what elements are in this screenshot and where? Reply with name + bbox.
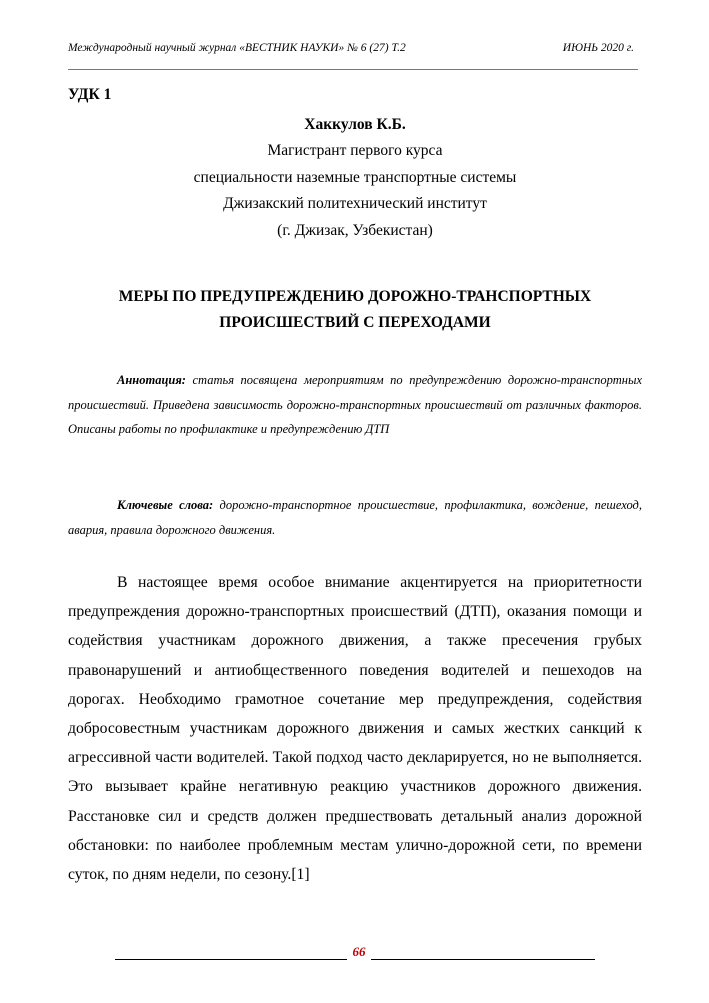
page-footer bbox=[115, 944, 595, 964]
header-divider bbox=[68, 69, 638, 70]
journal-title: Международный научный журнал «ВЕСТНИК НАУКИ» № 6 (27) Т.2 bbox=[68, 42, 406, 54]
article-title-line-1: МЕРЫ ПО ПРЕДУПРЕЖДЕНИЮ ДОРОЖНО-ТРАНСПОРТНЫХ bbox=[118, 288, 592, 305]
abstract-text: статья посвящена мероприятиям по предупреждению дорожно-транспортных происшествий. Приведена зависимость дорожно-транспортных происшествий от различных факторов. Описаны работы по профилактике и предупреждению ДТП bbox=[68, 373, 642, 437]
author-name: Хаккулов К.Б. bbox=[304, 116, 406, 133]
author-position: Магистрант первого курса bbox=[267, 142, 443, 160]
issue-date: ИЮНЬ 2020 г. bbox=[562, 42, 634, 54]
article-title bbox=[68, 284, 642, 336]
keywords-label: Ключевые слова: bbox=[117, 498, 214, 512]
article-title-line-2: ПРОИСШЕСТВИЙ С ПЕРЕХОДАМИ bbox=[219, 314, 491, 331]
keywords-text: дорожно-транспортное происшествие, профилактика, вождение, пешеход, авария, правила дорожного движения. bbox=[68, 498, 642, 537]
author-location: (г. Джизак, Узбекистан) bbox=[277, 221, 433, 239]
author-institution: Джизакский политехнический институт bbox=[223, 195, 487, 213]
abstract-label: Аннотация: bbox=[117, 373, 186, 387]
author-block bbox=[68, 112, 642, 244]
abstract bbox=[68, 368, 642, 442]
keywords bbox=[68, 493, 642, 542]
body-paragraph: В настоящее время особое внимание акцентируется на приоритетности предупреждения дорожно-транспортных происшествий (ДТП), оказания помощи и содействия участникам дорожного движения, а также пресечения грубых правонарушений и антиобщественного поведения водителей и пешеходов на дорогах. Необходимо грамотное сочетание мер предупреждения, содействия добросовестным участникам дорожного движения и самых жестких санкций к агрессивной части водителей. Такой подход часто декларируется, но не выполняется. Это вызывает крайне негативную реакцию участников дорожного движения. Расстановке сил и средств должен предшествовать детальный анализ дорожной обстановки: по наиболее проблемным местам улично-дорожной сети, по времени суток, по дням недели, по сезону.[1] bbox=[68, 574, 642, 884]
udc-code: УДК 1 bbox=[68, 86, 112, 103]
footer-rule-left bbox=[115, 959, 347, 960]
author-specialty: специальности наземные транспортные системы bbox=[193, 168, 517, 186]
running-header bbox=[68, 40, 638, 56]
footer-rule-right bbox=[371, 959, 595, 960]
page-number: 66 bbox=[352, 944, 366, 959]
